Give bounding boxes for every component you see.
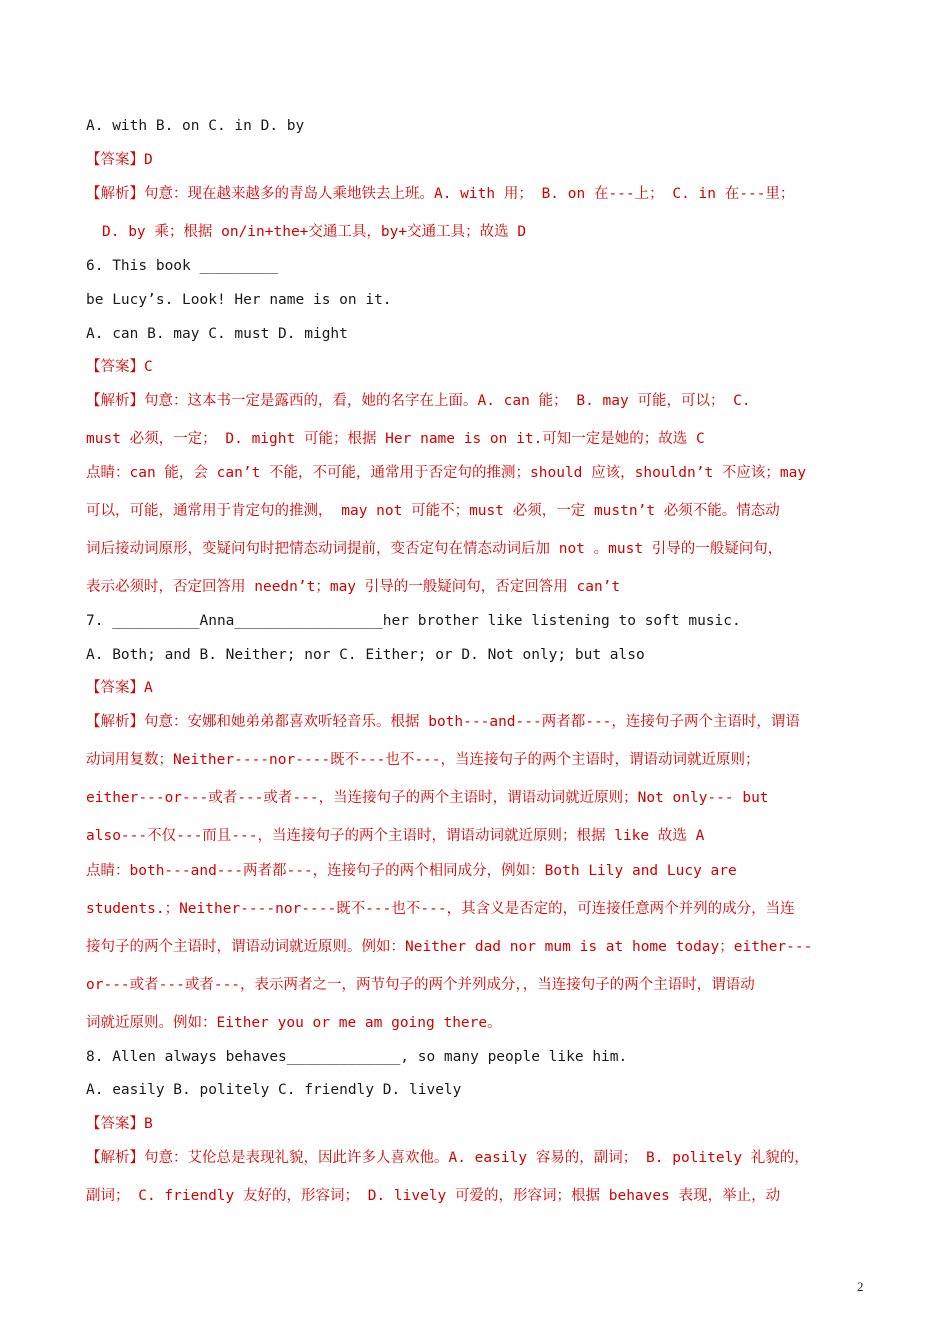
note-line: 点睛：can 能，会 can’t 不能，不可能，通常用于否定句的推测；should 应该，shouldn’t 不应该；may bbox=[86, 465, 807, 481]
option-line: A. Both; and B. Neither; nor C. Either; or D. Not only; but also bbox=[86, 647, 645, 663]
answer-line: 【答案】B bbox=[86, 1116, 153, 1132]
analysis-line: 【解析】句意：艾伦总是表现礼貌，因此许多人喜欢他。A. easily 容易的，副词； B. politely 礼貌的， bbox=[86, 1150, 809, 1166]
question-line: 7. __________Anna_________________her brother like listening to soft music. bbox=[86, 613, 741, 629]
analysis-line: must 必须，一定； D. might 可能；根据 Her name is on it.可知一定是她的；故选 C bbox=[86, 431, 705, 447]
page-number: 2 bbox=[857, 1279, 864, 1294]
note-line: 可以，可能，通常用于肯定句的推测， may not 可能不；must 必须，一定 mustn’t 必须不能。情态动 bbox=[86, 503, 780, 519]
analysis-line: D. by 乘；根据 on/in+the+交通工具，by+交通工具；故选 D bbox=[102, 224, 527, 240]
note-line: 词后接动词原形，变疑问句时把情态动词提前，变否定句在情态动词后加 not 。must 引导的一般疑问句， bbox=[86, 541, 783, 557]
question-line: be Lucy’s. Look! Her name is on it. bbox=[86, 292, 392, 308]
answer-line: 【答案】A bbox=[86, 680, 153, 696]
analysis-line: 副词； C. friendly 友好的，形容词； D. lively 可爱的，形容词；根据 behaves 表现，举止，动 bbox=[86, 1188, 781, 1204]
analysis-line: either---or---或者---或者---，当连接句子的两个主语时，谓语动词就近原则；Not only--- but bbox=[86, 790, 769, 806]
note-line: 点睛：both---and---两者都---，连接句子的两个相同成分，例如：Both Lily and Lucy are bbox=[86, 863, 737, 879]
option-line: A. easily B. politely C. friendly D. lively bbox=[86, 1082, 462, 1098]
note-line: or---或者---或者---，表示两者之一，两节句子的两个并列成分，，当连接句子的两个主语时，谓语动 bbox=[86, 977, 755, 993]
analysis-line: 【解析】句意：安娜和她弟弟都喜欢听轻音乐。根据 both---and---两者都---，连接句子两个主语时，谓语 bbox=[86, 714, 800, 730]
option-line: A. can B. may C. must D. might bbox=[86, 326, 348, 342]
question-line: 6. This book _________ bbox=[86, 258, 279, 274]
note-line: 表示必须时，否定回答用 needn’t；may 引导的一般疑问句，否定回答用 can’t bbox=[86, 579, 621, 595]
note-line: 接句子的两个主语时，谓语动词就近原则。例如：Neither dad nor mum is at home today；either--- bbox=[86, 939, 813, 955]
note-line: students.；Neither----nor----既不---也不---，其含义是否定的，可连接任意两个并列的成分，当连 bbox=[86, 901, 795, 917]
analysis-line: 【解析】句意：现在越来越多的青岛人乘地铁去上班。A. with 用； B. on 在---上； C. in 在---里； bbox=[86, 186, 795, 202]
answer-line: 【答案】C bbox=[86, 359, 153, 375]
question-line: 8. Allen always behaves_____________, so many people like him. bbox=[86, 1049, 628, 1065]
note-line: 词就近原则。例如：Either you or me am going there。 bbox=[86, 1015, 502, 1031]
analysis-line: 动词用复数；Neither----nor----既不---也不---，当连接句子的两个主语时，谓语动词就近原则； bbox=[86, 752, 760, 768]
analysis-line: 【解析】句意：这本书一定是露西的，看，她的名字在上面。A. can 能； B. may 可能，可以； C. bbox=[86, 393, 751, 409]
answer-line: 【答案】D bbox=[86, 152, 153, 168]
analysis-line: also---不仅---而且---，当连接句子的两个主语时，谓语动词就近原则；根据 like 故选 A bbox=[86, 828, 705, 844]
option-line: A. with B. on C. in D. by bbox=[86, 118, 305, 134]
